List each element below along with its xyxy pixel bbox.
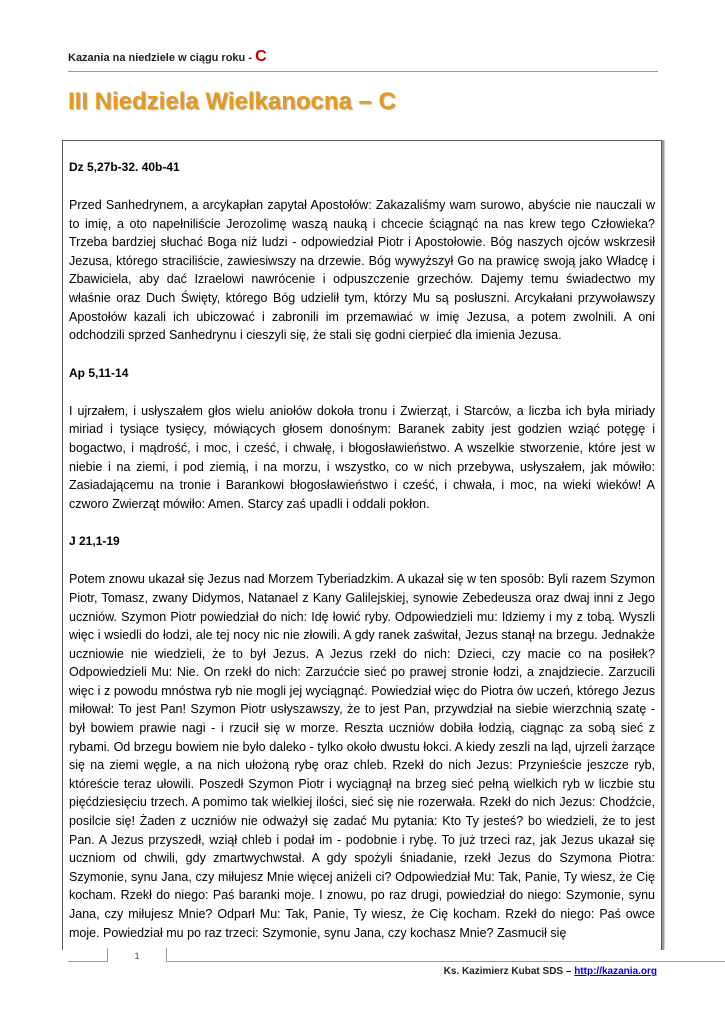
reading-1-reference: Dz 5,27b-32. 40b-41 <box>69 160 180 174</box>
running-header <box>68 48 658 72</box>
footer-link[interactable]: http://kazania.org <box>574 966 657 977</box>
footer-credit <box>444 966 657 977</box>
reading-2-text: I ujrzałem, i usłyszałem głos wielu aniołów dokoła tronu i Zwierząt, i Starców, a liczba ich była miriady miriad i tysiące tysięcy, mówiących głosem donośnym: Baranek zabity jest godzien wziąć potęgę i bogactwo, i mądrość, i moc, i cześć, i chwałę, i błogosławieństwo. A wszelkie stworzenie, które jest w niebie i na ziemi, i pod ziemią, i na morzu, i wszystko, co w nich przebywa, usłyszałem, jak mówiło: Zasiadającemu na tronie i Barankowi błogosławieństwo i cześć, i chwała, i moc, na wieki wieków! A czworo Zwierząt mówiło: Amen. Starcy zaś upadli i oddali pokłon. <box>69 403 655 511</box>
page-number: 1 <box>107 948 167 962</box>
gospel-reference: J 21,1-19 <box>69 534 120 549</box>
header-cycle-letter: C <box>255 48 267 65</box>
gospel-text: Potem znowu ukazał się Jezus nad Morzem Tyberiadzkim. A ukazał się w ten sposób: Byli razem Szymon Piotr, Tomasz, zwany Didymos, Natanael z Kany Galilejskiej, synowie Zebedeusza oraz dwaj inni z Jego uczniów. Szymon Piotr powiedział do nich: Idę łowić ryby. Odpowiedzieli mu: Idziemy i my z tobą. Wyszli więc i wsiedli do łodzi, ale tej nocy nic nie złowili. A gdy ranek zaświtał, Jezus stanął na brzegu. Jednakże uczniowie nie wiedzieli, że to był Jezus. A Jezus rzekł do nich: Dzieci, czy macie co na posiłek? Odpowiedzieli Mu: Nie. On rzekł do nich: Zarzućcie sieć po prawej stronie łodzi, a znajdziecie. Zarzucili więc i z powodu mnóstwa ryb nie mogli jej wyciągnąć. Powiedział więc do Piotra ów uczeń, którego Jezus miłował: To jest Pan! Szymon Piotr usłyszawszy, że to jest Pan, przywdział na siebie wierzchnią szatę - był bowiem prawie nagi - i rzucił się w morze. Reszta uczniów dobiła łodzią, ciągnąc za sobą sieć z rybami. Od brzegu bowiem nie było daleko - tylko około dwustu łokci. A kiedy zeszli na ląd, ujrzeli żarzące się na ziemi węgle, a na nich ułożoną rybę oraz chleb. Rzekł do nich Jezus: Przynieście jeszcze ryb, któreście teraz ułowili. Poszedł Szymon Piotr i wyciągnął na brzeg sieć pełną wielkich ryb w liczbie stu pięćdziesięciu trzech. A pomimo tak wielkiej ilości, sieć się nie rozerwała. Rzekł do nich Jezus: Chodźcie, posilcie się! Żaden z uczniów nie odważył się zadać Mu pytania: Kto Ty jesteś? bo wiedzieli, że to jest Pan. A Jezus przyszedł, wziął chleb i podał im - podobnie i rybę. To już trzeci raz, jak Jezus ukazał się uczniom od chwili, gdy zmartwychwstał. A gdy spożyli śniadanie, rzekł Jezus do Szymona Piotra: Szymonie, synu Jana, czy miłujesz Mnie więcej aniżeli ci? Odpowiedział Mu: Tak, Panie, Ty wiesz, że Cię kocham. Rzekł do niego: Paś baranki moje. I znowu, po raz drugi, powiedział do niego: Szymonie, synu Jana, czy miłujesz Mnie? Odparł Mu: Tak, Panie, Ty wiesz, że Cię kocham. Rzekł do niego: Paś owce moje. Powiedział mu po raz trzeci: Szymonie, synu Jana, czy kochasz Mnie? Zasmucił się <box>69 572 655 940</box>
footer-author: Ks. Kazimierz Kubat SDS – <box>443 966 575 977</box>
readings-box <box>62 140 662 950</box>
header-text: Kazania na niedziele w ciągu roku - <box>68 52 256 64</box>
page-title: III Niedziela Wielkanocna – C <box>68 88 396 115</box>
reading-1-text: Przed Sanhedrynem, a arcykapłan zapytał Apostołów: Zakazaliśmy wam surowo, abyście nie nauczali w to imię, a oto napełniliście Jerozolimę waszą nauką i chcecie ściągnąć na nas krew tego Człowieka? Trzeba bardziej słuchać Boga niż ludzi - odpowiedział Piotr i Apostołowie. Bóg naszych ojców wskrzesił Jezusa, którego straciliście, zawiesiwszy na drzewie. Bóg wywyższył Go na prawicę swoją jako Władcę i Zbawiciela, aby dać Izraelowi nawrócenie i odpuszczenie grzechów. Dajemy temu świadectwo my właśnie oraz Duch Święty, którego Bóg udzielił tym, którzy Mu są posłuszni. Arcykałani przywoławszy Apostołów kazali ich ubiczować i zabronili im przemawiać w imię Jezusa, a potem zwolnili. A oni odchodzili sprzed Sanhedrynu i cieszyli się, że stali się godni cierpieć dla imienia Jezusa. <box>69 198 655 343</box>
reading-2-reference: Ap 5,11-14 <box>69 365 129 380</box>
